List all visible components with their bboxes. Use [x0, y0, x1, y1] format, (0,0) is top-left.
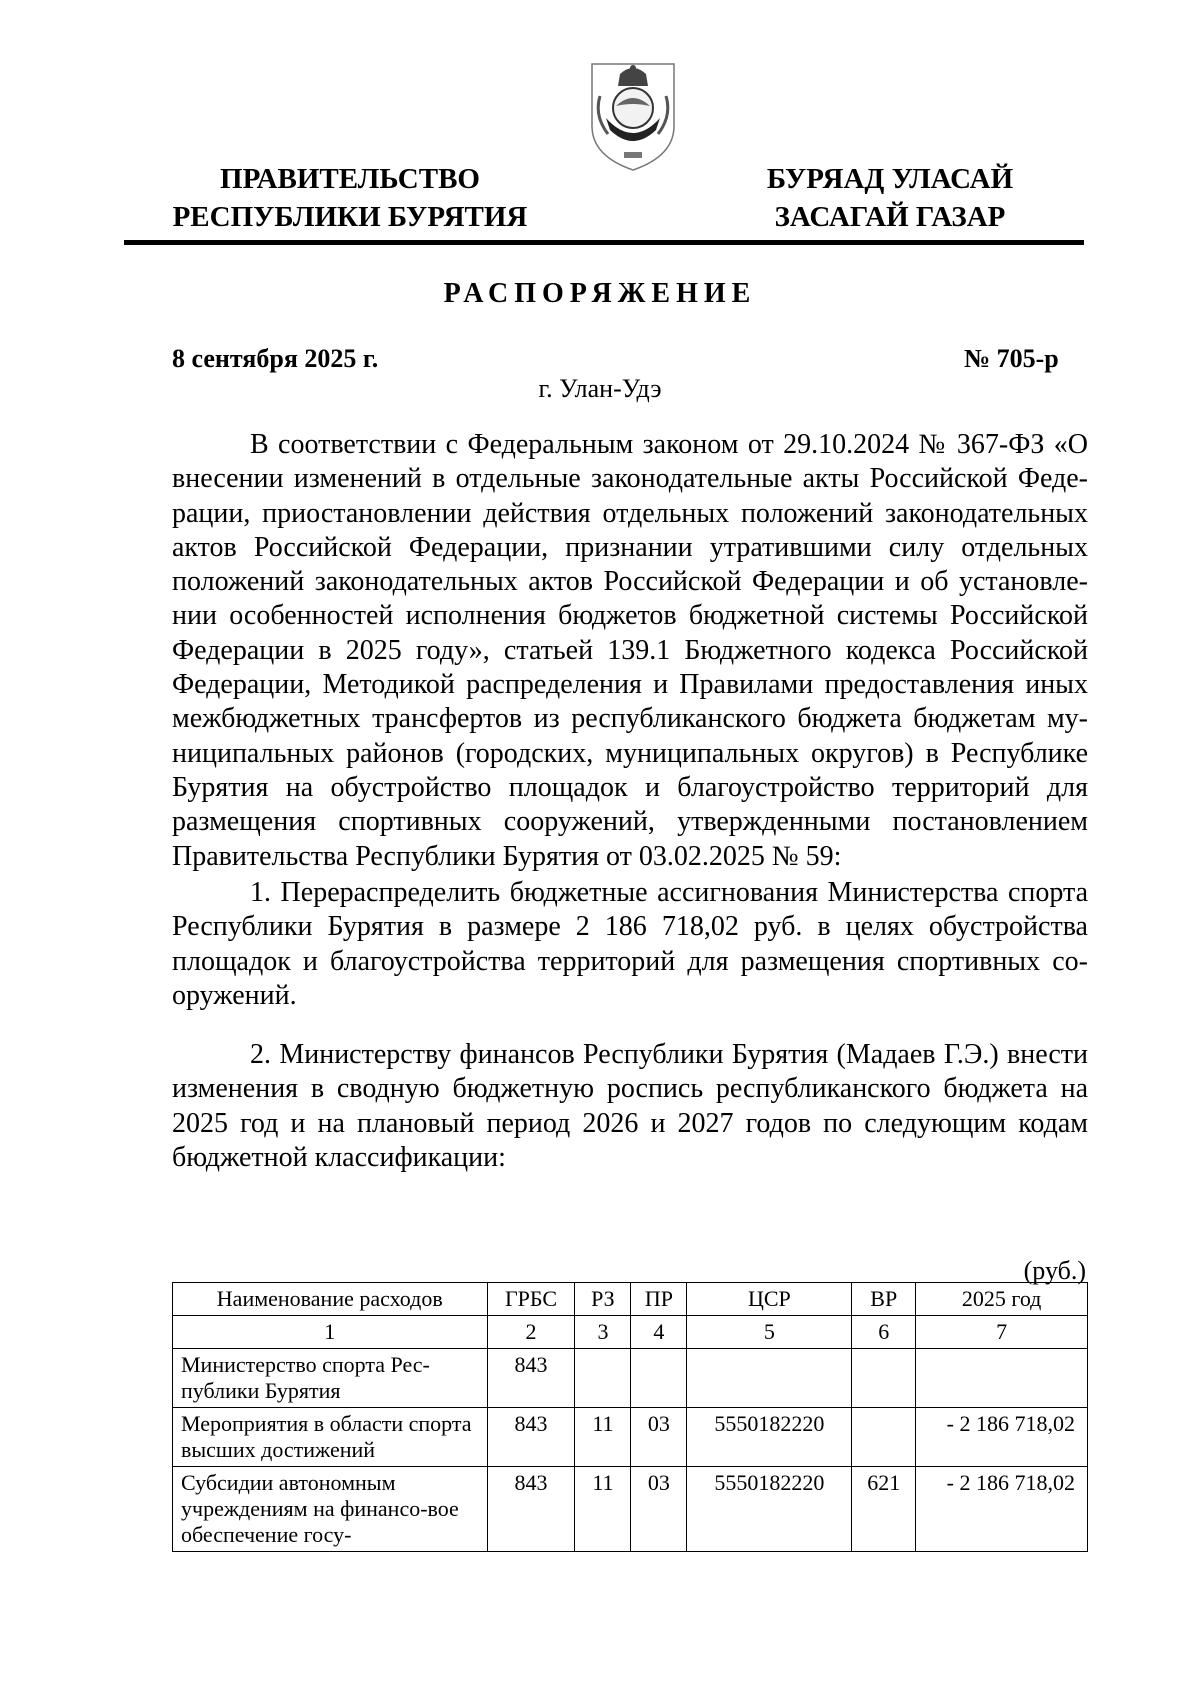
government-name-russian [160, 160, 540, 236]
table-header-row [173, 1283, 1088, 1316]
text-line: внесении изменений в отдельные законодательные акты Российской Феде- [172, 463, 1088, 495]
text-line: положений законодательных актов Российской Федерации и об установле- [172, 566, 1088, 598]
text-line: 2. Министерству финансов Республики Бурятия (Мадаев Г.Э.) внести [250, 1039, 1088, 1070]
government-name-buryat [740, 160, 1040, 236]
column-number: 6 [852, 1316, 916, 1349]
cell-csr [687, 1349, 852, 1408]
text-line: площадок и благоустройства территорий для размещения спортивных со- [172, 945, 1088, 977]
cell-grbs: 843 [487, 1408, 575, 1467]
cell-pr: 03 [631, 1408, 687, 1467]
text-line: нии особенностей исполнения бюджетов бюджетной системы Российской [172, 600, 1088, 632]
column-number: 7 [916, 1316, 1088, 1349]
table-unit-label: (руб.) [1023, 1256, 1086, 1285]
cell-rz: 11 [575, 1408, 631, 1467]
text-line: бюджетной классификации: [172, 1141, 506, 1173]
cell-rz [575, 1349, 631, 1408]
cell-grbs: 843 [487, 1349, 575, 1408]
coat-of-arms-icon [586, 56, 680, 174]
text-line: размещения спортивных сооружений, утвержденными постановлением [172, 806, 1088, 838]
item-2-paragraph [172, 1038, 1088, 1175]
cell-vr [852, 1349, 916, 1408]
cell-name: Субсидии автономным учреждениям на финансо-вое обеспечение госу- [173, 1467, 488, 1552]
table-row [173, 1349, 1088, 1408]
cell-csr: 5550182220 [687, 1467, 852, 1552]
column-header: Наименование расходов [173, 1283, 488, 1316]
cell-pr: 03 [631, 1467, 687, 1552]
column-number: 4 [631, 1316, 687, 1349]
cell-amount: - 2 186 718,02 [916, 1408, 1088, 1467]
cell-amount [916, 1349, 1088, 1408]
cell-vr [852, 1408, 916, 1467]
header-left-line1: ПРАВИТЕЛЬСТВО [220, 163, 480, 195]
document-number: № 705-р [964, 344, 1059, 373]
header-left-line2: РЕСПУБЛИКИ БУРЯТИЯ [172, 201, 528, 233]
text-line: оружений. [172, 979, 297, 1011]
cell-name: Министерство спорта Рес-публики Бурятия [173, 1349, 488, 1408]
cell-pr [631, 1349, 687, 1408]
column-number: 5 [687, 1316, 852, 1349]
cell-grbs: 843 [487, 1467, 575, 1552]
header-right-line2: ЗАСАГАЙ ГАЗАР [774, 201, 1006, 233]
document-date: 8 сентября 2025 г. [172, 344, 379, 373]
column-header: РЗ [575, 1283, 631, 1316]
text-line: Федерации в 2025 году», статьей 139.1 Бюджетного кодекса Российской [172, 634, 1088, 666]
table-row [173, 1467, 1088, 1552]
text-line: Республики Бурятия в размере 2 186 718,02 руб. в целях обустройства [172, 911, 1088, 943]
budget-table [172, 1282, 1088, 1552]
header-divider [124, 240, 1084, 245]
column-header: ГРБС [487, 1283, 575, 1316]
text-line: изменения в сводную бюджетную роспись республиканского бюджета на [172, 1073, 1088, 1105]
text-line: Правительства Республики Бурятия от 03.02.2025 № 59: [172, 840, 842, 872]
text-line: 2025 год и на плановый период 2026 и 2027 годов по следующим кодам [172, 1107, 1088, 1139]
cell-rz: 11 [575, 1467, 631, 1552]
document-city: г. Улан-Удэ [538, 374, 662, 403]
item-1-paragraph [172, 876, 1088, 1013]
table-row [173, 1408, 1088, 1467]
column-header: ВР [852, 1283, 916, 1316]
text-line: Бурятия на обустройство площадок и благоустройство территорий для [172, 771, 1088, 803]
text-line: 1. Перераспределить бюджетные ассигнования Министерства спорта [250, 877, 1088, 908]
column-header: ПР [631, 1283, 687, 1316]
column-header: ЦСР [687, 1283, 852, 1316]
text-line: Федерации, Методикой распределения и Правилами предоставления иных [172, 669, 1088, 701]
document-type: РАСПОРЯЖЕНИЕ [443, 278, 757, 309]
text-line: ниципальных районов (городских, муниципальных округов) в Республике [172, 737, 1088, 769]
cell-csr: 5550182220 [687, 1408, 852, 1467]
header-right-line1: БУРЯАД УЛАСАЙ [766, 163, 1014, 195]
cell-amount: - 2 186 718,02 [916, 1467, 1088, 1552]
text-line: В соответствии с Федеральным законом от 29.10.2024 № 367-ФЗ «О [250, 429, 1088, 460]
cell-vr: 621 [852, 1467, 916, 1552]
cell-name: Мероприятия в области спорта высших достижений [173, 1408, 488, 1467]
table-numbering-row [173, 1316, 1088, 1349]
column-number: 1 [173, 1316, 488, 1349]
column-number: 3 [575, 1316, 631, 1349]
preamble-paragraph [172, 428, 1088, 874]
column-header: 2025 год [916, 1283, 1088, 1316]
text-line: межбюджетных трансфертов из республиканского бюджета бюджетам му- [172, 703, 1088, 735]
text-line: рации, приостановлении действия отдельных положений законодательных [172, 497, 1088, 529]
column-number: 2 [487, 1316, 575, 1349]
text-line: актов Российской Федерации, признании утратившими силу отдельных [172, 531, 1088, 563]
